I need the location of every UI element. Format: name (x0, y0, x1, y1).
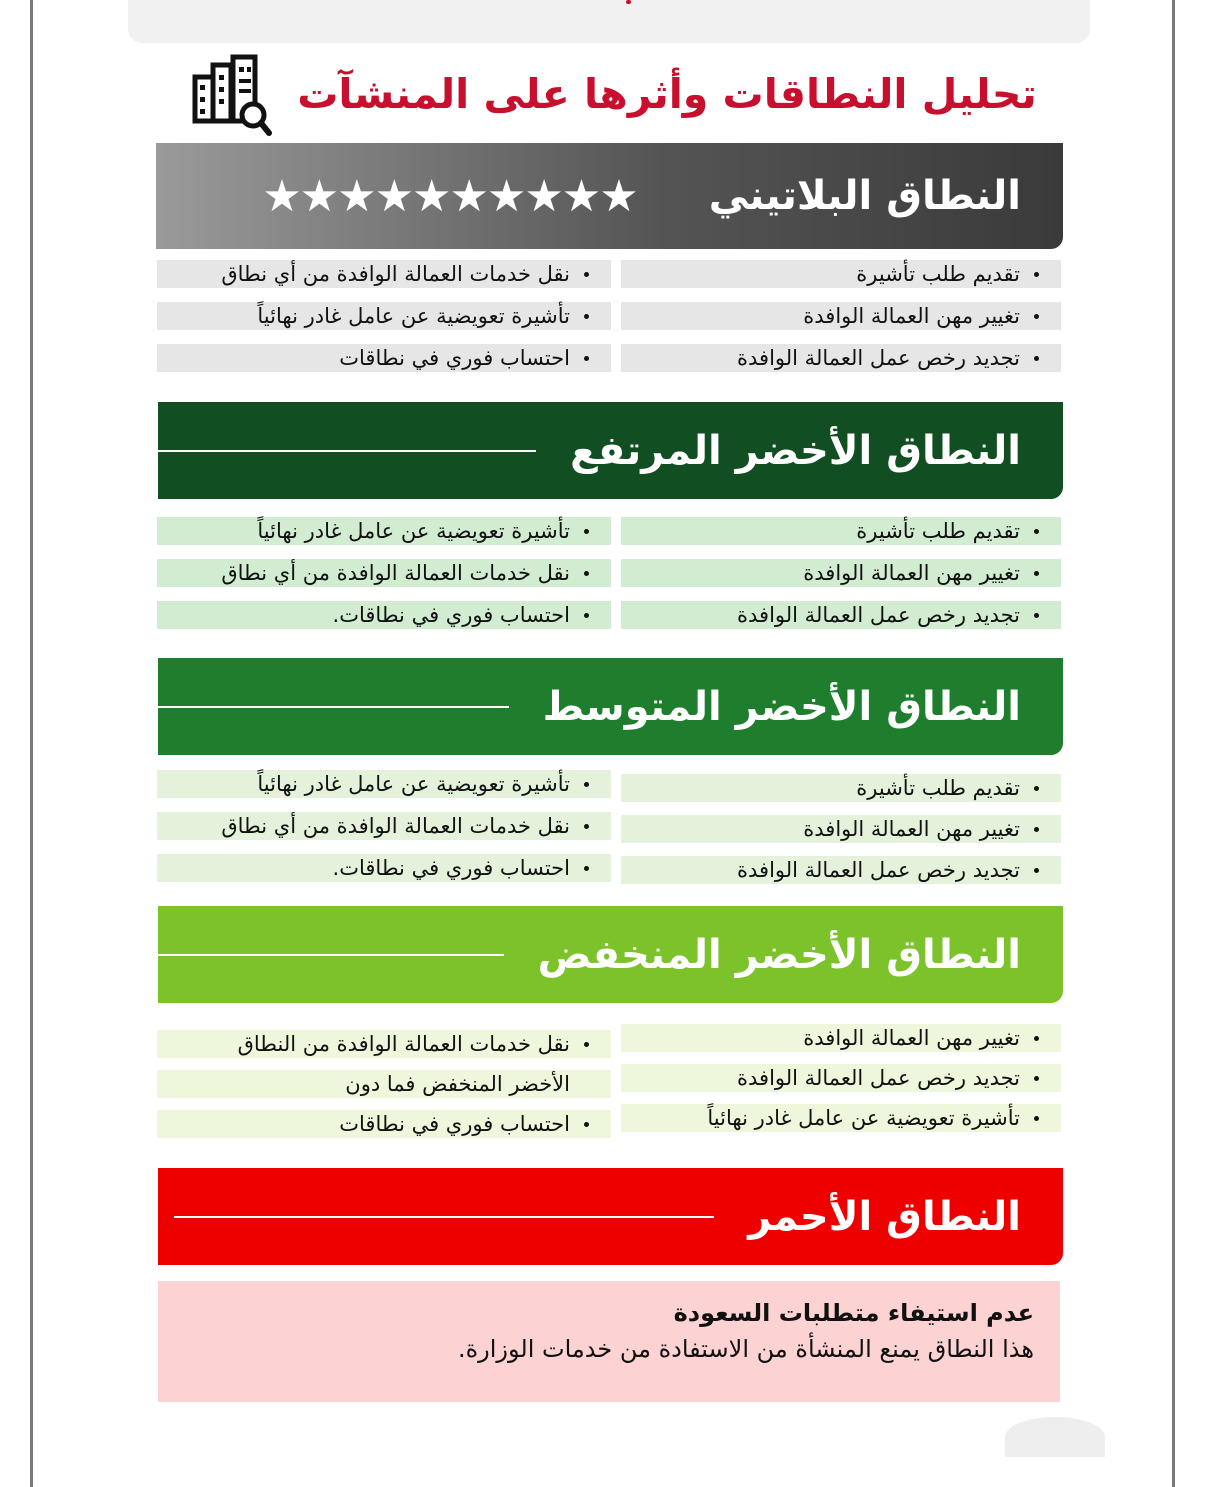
bullet-icon (1034, 1116, 1039, 1121)
list-item: تأشيرة تعويضية عن عامل غادر نهائياً (157, 302, 611, 330)
bullet-icon (584, 272, 589, 277)
bullet-icon (1034, 613, 1039, 618)
bullet-icon (584, 782, 589, 787)
platinum-band (156, 143, 1063, 249)
bullet-icon (1034, 1076, 1039, 1081)
page-title: تحليل النطاقات وأثرها على المنشآت (297, 70, 1037, 118)
high-green-band-title: النطاق الأخضر المرتفع (570, 427, 1021, 474)
bullet-icon (584, 571, 589, 576)
bullet-icon (584, 314, 589, 319)
band-divider-line (158, 954, 504, 956)
bullet-icon (1034, 571, 1039, 576)
list-item: تأشيرة تعويضية عن عامل غادر نهائياً (157, 770, 611, 798)
list-item: تغيير مهن العمالة الوافدة (621, 559, 1061, 587)
platinum-band-title: النطاق البلاتيني (708, 173, 1021, 219)
bullet-icon (584, 866, 589, 871)
bullet-icon (1034, 314, 1039, 319)
next-card-edge (1005, 1417, 1105, 1457)
list-item: تقديم طلب تأشيرة (621, 260, 1061, 288)
list-item: نقل خدمات العمالة الوافدة من أي نطاق (157, 559, 611, 587)
list-item: تغيير مهن العمالة الوافدة (621, 1024, 1061, 1052)
red-band-title: النطاق الأحمر (748, 1193, 1021, 1240)
bullet-icon (1034, 272, 1039, 277)
list-item: تأشيرة تعويضية عن عامل غادر نهائياً (157, 517, 611, 545)
high-green-band (158, 402, 1063, 499)
bullet-icon (584, 1122, 589, 1127)
band-divider-line (174, 1216, 714, 1218)
low-green-band (158, 906, 1063, 1003)
list-item: احتساب فوري في نطاقات (157, 344, 611, 372)
red-note-text: هذا النطاق يمنع المنشأة من الاستفادة من خدمات الوزارة. (457, 1335, 1034, 1363)
bullet-icon (584, 529, 589, 534)
list-item: تقديم طلب تأشيرة (621, 517, 1061, 545)
bullet-icon (1034, 1036, 1039, 1041)
title-row (170, 46, 1050, 142)
bullet-icon (1034, 827, 1039, 832)
red-band-note (158, 1281, 1060, 1402)
list-item: الأخضر المنخفض فما دون (157, 1070, 611, 1098)
bullet-icon (584, 613, 589, 618)
bullet-icon (584, 1042, 589, 1047)
bullet-icon (1034, 529, 1039, 534)
bullet-icon (1034, 356, 1039, 361)
bullet-icon (1034, 786, 1039, 791)
star-rating: ★★★★★★★★★★ (262, 170, 637, 222)
list-item: تجديد رخص عمل العمالة الوافدة (621, 601, 1061, 629)
previous-card-mark (626, 0, 631, 4)
band-divider-line (158, 450, 536, 452)
list-item: نقل خدمات العمالة الوافدة من النطاق (157, 1030, 611, 1058)
list-item: احتساب فوري في نطاقات. (157, 601, 611, 629)
frame-right-border (1172, 0, 1175, 1487)
list-item: احتساب فوري في نطاقات (157, 1110, 611, 1138)
bullet-icon (584, 824, 589, 829)
red-band (158, 1168, 1063, 1265)
list-item: تجديد رخص عمل العمالة الوافدة (621, 856, 1061, 884)
mid-green-band (158, 658, 1063, 755)
list-item: تغيير مهن العمالة الوافدة (621, 302, 1061, 330)
list-item: نقل خدمات العمالة الوافدة من أي نطاق (157, 812, 611, 840)
list-item: تجديد رخص عمل العمالة الوافدة (621, 344, 1061, 372)
list-item: نقل خدمات العمالة الوافدة من أي نطاق (157, 260, 611, 288)
list-item: تغيير مهن العمالة الوافدة (621, 815, 1061, 843)
band-divider-line (158, 706, 509, 708)
list-item: احتساب فوري في نطاقات. (157, 854, 611, 882)
frame-left-border (30, 0, 33, 1487)
bullet-icon (1034, 868, 1039, 873)
bullet-icon (584, 356, 589, 361)
list-item: تقديم طلب تأشيرة (621, 774, 1061, 802)
red-note-heading: عدم استيفاء متطلبات السعودة (673, 1299, 1034, 1327)
building-search-icon (183, 49, 273, 139)
previous-card-edge (128, 0, 1090, 43)
list-item: تأشيرة تعويضية عن عامل غادر نهائياً (621, 1104, 1061, 1132)
low-green-band-title: النطاق الأخضر المنخفض (537, 931, 1021, 978)
mid-green-band-title: النطاق الأخضر المتوسط (542, 683, 1021, 730)
list-item: تجديد رخص عمل العمالة الوافدة (621, 1064, 1061, 1092)
